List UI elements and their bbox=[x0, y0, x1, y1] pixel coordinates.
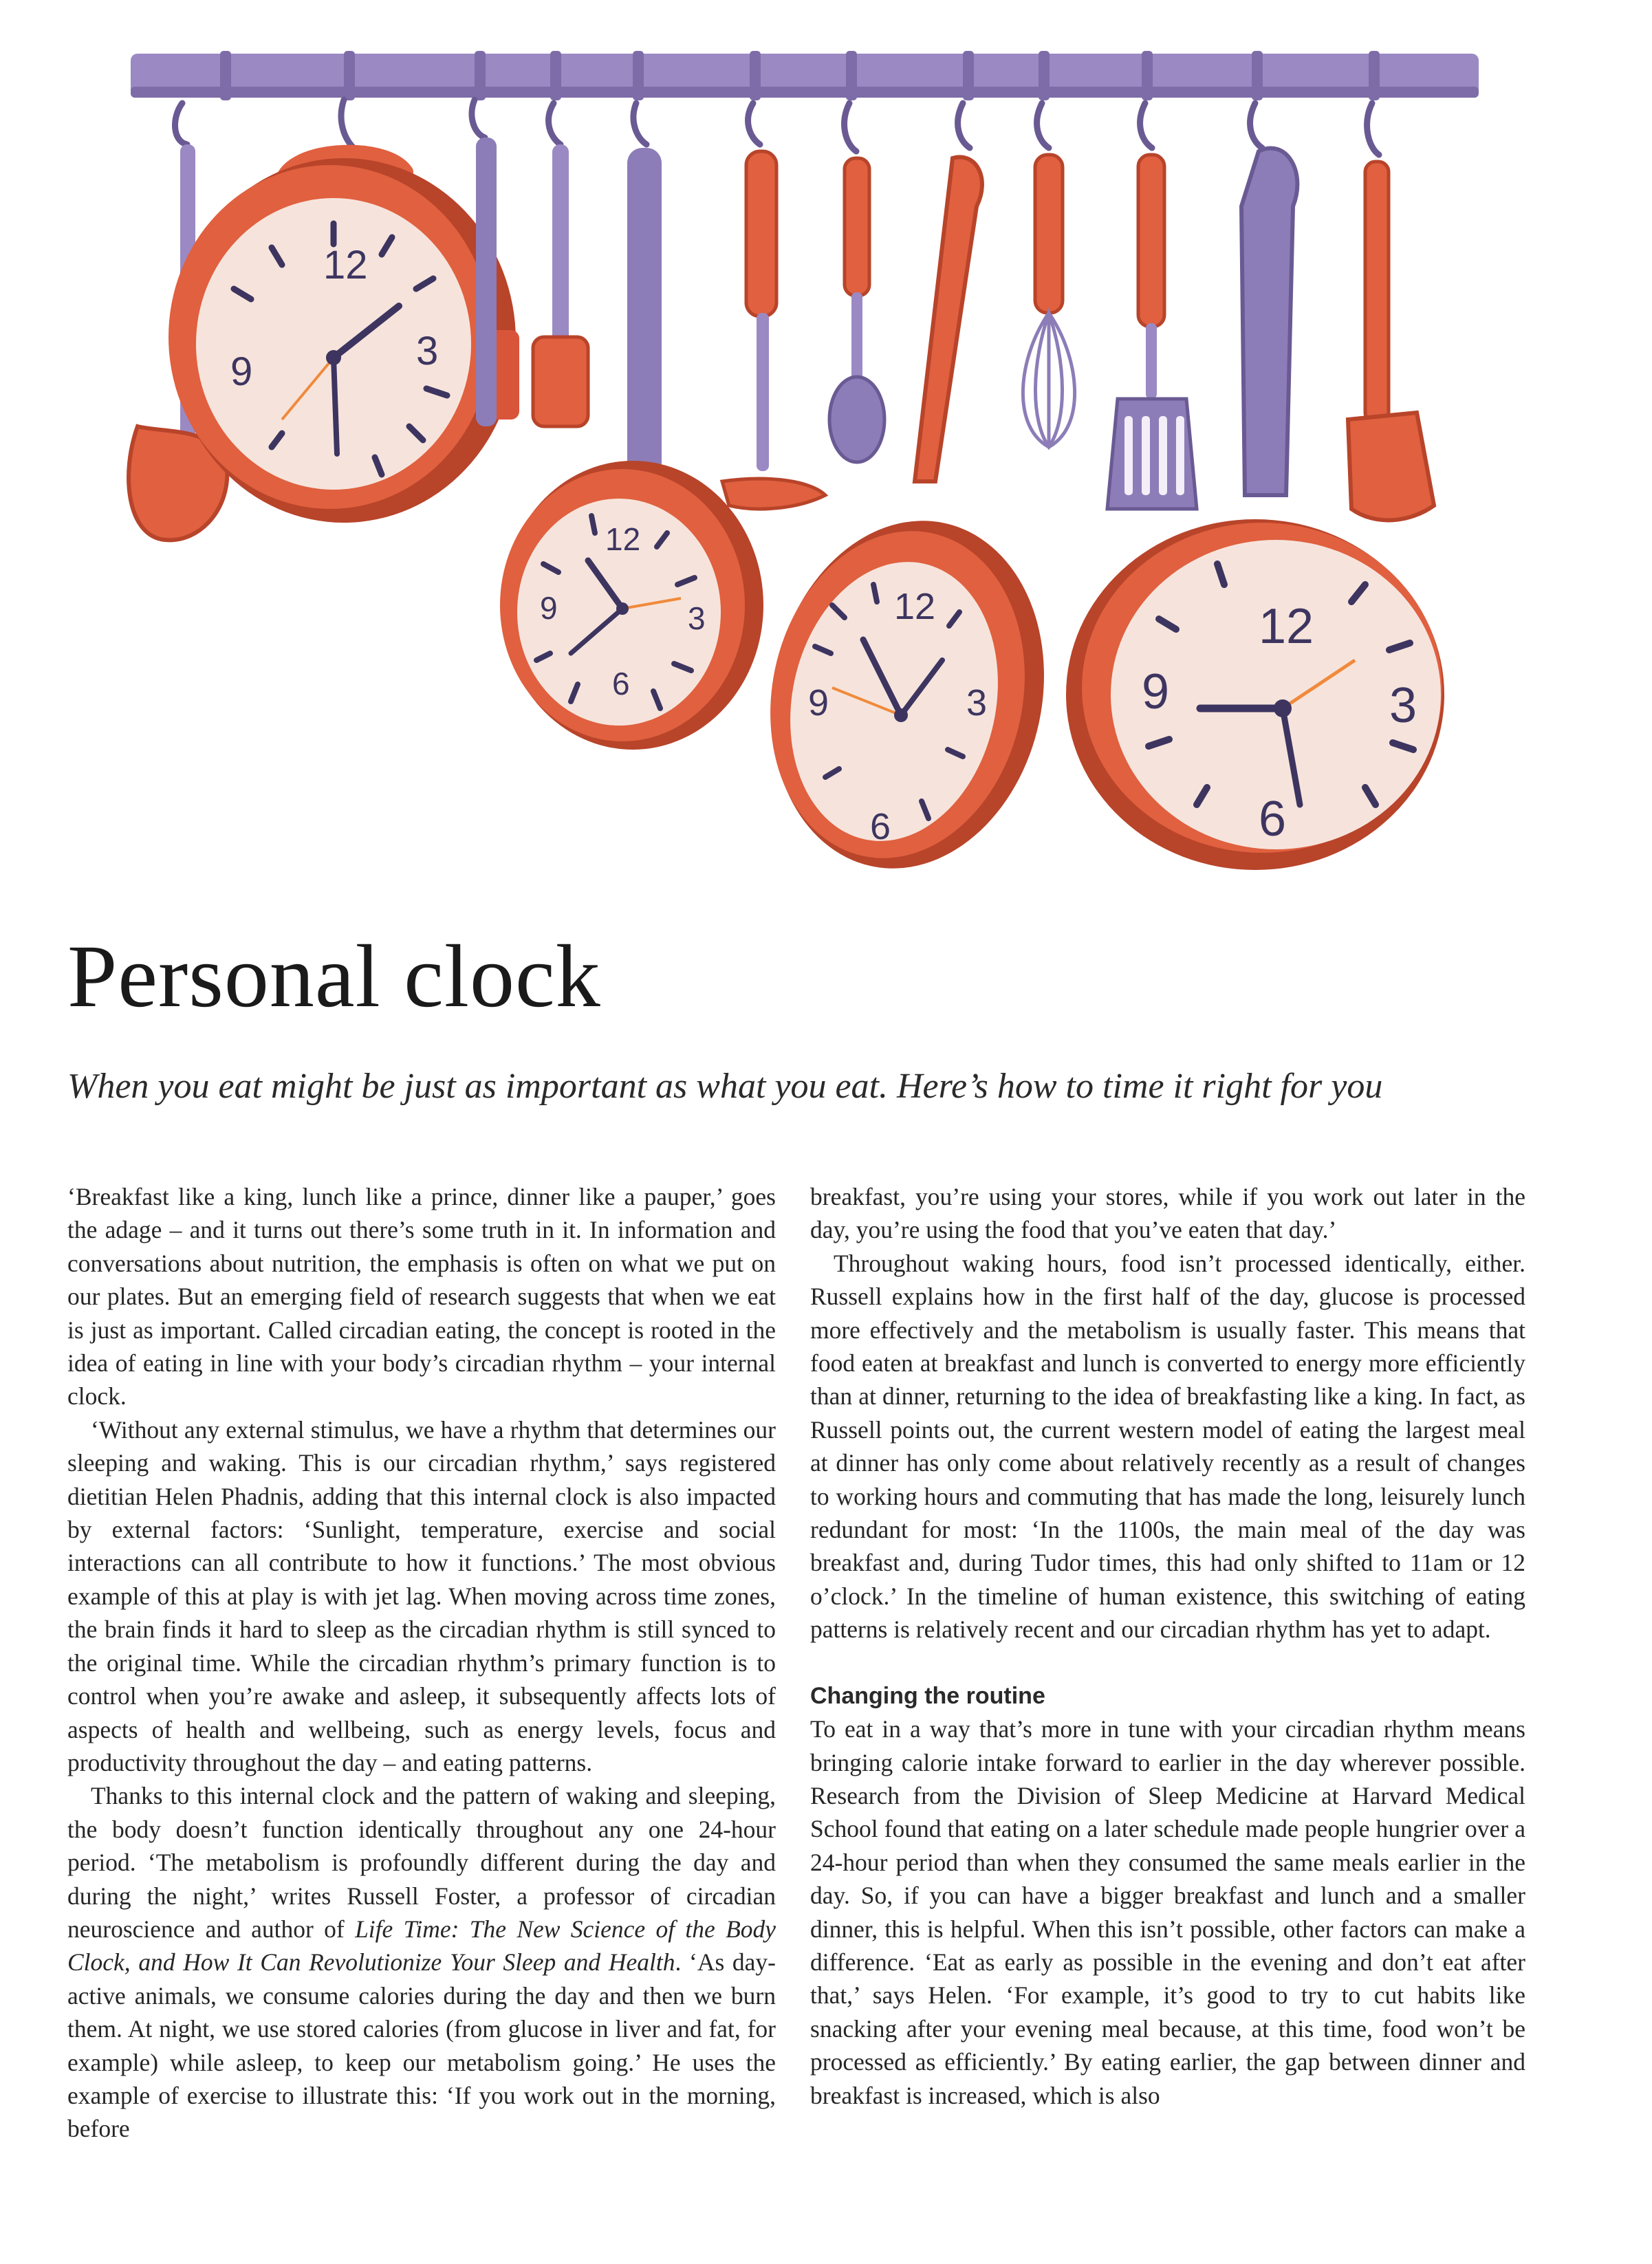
body-paragraph: To eat in a way that’s more in tune with your circadian rhythm means bringing calorie intake forward to earlier in the day wherever possible. Research from the Division of Sleep Medicine at Harvard Medical School found that eating on a later schedule made people hungrier over a 24-hour period than when they consumed the same meals earlier in the day. So, if you can have a bigger breakfast and lunch and a smaller dinner, this is helpful. When this isn’t possible, other factors can make a difference. ‘Eat as early as possible in the evening and don’t eat after that,’ says Helen. ‘For example, it’s good to try to cut habits like snacking after your evening meal because, at this time, food won’t be processed as efficiently.’ By eating earlier, the gap between dinner and breakfast is increased, which is also bbox=[810, 1715, 1525, 2109]
clock-numeral-6: 6 bbox=[870, 806, 891, 847]
clock-numeral-12: 12 bbox=[323, 243, 368, 287]
clock-numeral-12: 12 bbox=[894, 586, 936, 627]
body-text: Thanks to this internal clock and the pattern of waking and sleeping, the body doesn’t function identically throughout any one 24-hour period. ‘The metabolism is profoundly different during the day and during the night,’ writes Russell Foster, a professor of circadian neuroscience and author of bbox=[67, 1782, 776, 1943]
clock-numeral-9: 9 bbox=[1142, 664, 1170, 719]
body-paragraph bbox=[67, 1779, 776, 2145]
clock-numeral-6: 6 bbox=[612, 666, 630, 701]
clock-numeral-9: 9 bbox=[230, 349, 253, 394]
body-column-left bbox=[67, 1180, 776, 2146]
section-subheading: Changing the routine bbox=[810, 1682, 1045, 1709]
clock-numeral-12: 12 bbox=[605, 521, 641, 557]
whisk-icon bbox=[1023, 103, 1074, 447]
large-spatula-icon bbox=[1348, 103, 1434, 520]
book-title: Life Time: The New Science of the Body Clock, and How It Can Revolutionize Your Sleep and Health bbox=[67, 1915, 776, 1977]
clock-numeral-12: 12 bbox=[1259, 599, 1314, 654]
pot-clock-large bbox=[169, 100, 519, 523]
clock-numeral-3: 3 bbox=[966, 682, 988, 723]
spoon-icon bbox=[829, 103, 884, 462]
body-text: . ‘As day-active animals, we consume calories during the day and then we burn them. At night, we use stored calories (from glucose in liver and fat, for example) while asleep, to keep our metabolism going.’ He uses the example of exercise to illustrate this: ‘If you work out in the morning, before bbox=[67, 1948, 776, 2143]
clock-numeral-3: 3 bbox=[416, 329, 439, 373]
body-paragraph: ‘Breakfast like a king, lunch like a prince, dinner like a pauper,’ goes the adage – and it turns out there’s some truth in it. In information and conversations about nutrition, the emphasis is often on what we put on our plates. But an emerging field of research suggests that when we eat is just as important. Called circadian eating, the concept is rooted in the idea of eating in line with your body’s circadian rhythm – your internal clock. bbox=[67, 1183, 776, 1411]
body-paragraph: ‘Without any external stimulus, we have a rhythm that determines our sleeping and waking. This is our circadian rhythm,’ says registered dietitian Helen Phadnis, adding that this internal clock is also impacted by external factors: ‘Sunlight, temperature, exercise and social interactions can all contribute to how it functions.’ The most obvious example of this at play is with jet lag. When moving across time zones, the brain finds it hard to sleep as the circadian rhythm is still synced to the original time. While the circadian rhythm’s primary function is to control when you’re awake and asleep, it subsequently affects lots of aspects of health and wellbeing, such as energy levels, focus and productivity throughout the day – and eating patterns. bbox=[67, 1415, 776, 1776]
orange-utensil-icon bbox=[746, 103, 776, 471]
slotted-turner-icon bbox=[1107, 103, 1197, 509]
clock-numeral-9: 9 bbox=[540, 590, 558, 626]
kitchen-clocks-illustration bbox=[0, 0, 1652, 908]
body-paragraph: Throughout waking hours, food isn’t processed identically, either. Russell explains how in the first half of the day, glucose is processed more effectively and the metabolism is usually faster. This means that food eaten at breakfast and lunch is converted to energy more efficiently than at dinner, returning to the idea of breakfasting like a king. In fact, as Russell points out, the current western model of eating the largest meal at dinner has only come about relatively recently as a result of changes to working hours and commuting that has made the long, leisurely lunch redundant for most: ‘In the 1100s, the main meal of the day was breakfast and, during Tudor times, this had only shifted to 11am or 12 o’clock.’ In the timeline of human existence, this switching of eating patterns is relatively recent and our circadian rhythm has yet to adapt. bbox=[810, 1249, 1525, 1644]
body-column-right bbox=[810, 1180, 1525, 2112]
hanging-rail-shadow bbox=[131, 87, 1479, 98]
small-spatula-icon bbox=[533, 103, 588, 426]
article-standfirst: When you eat might be just as important as what you eat. Here’s how to time it right for you bbox=[67, 1067, 1383, 1106]
clock-numeral-9: 9 bbox=[808, 682, 829, 723]
body-paragraph: breakfast, you’re using your stores, while if you work out later in the day, you’re using the food that you’ve eaten that day.’ bbox=[810, 1183, 1525, 1244]
article-title: Personal clock bbox=[67, 927, 601, 1026]
clock-numeral-3: 3 bbox=[1389, 678, 1417, 733]
clock-numeral-6: 6 bbox=[1259, 792, 1287, 847]
clock-numeral-3: 3 bbox=[688, 600, 706, 636]
